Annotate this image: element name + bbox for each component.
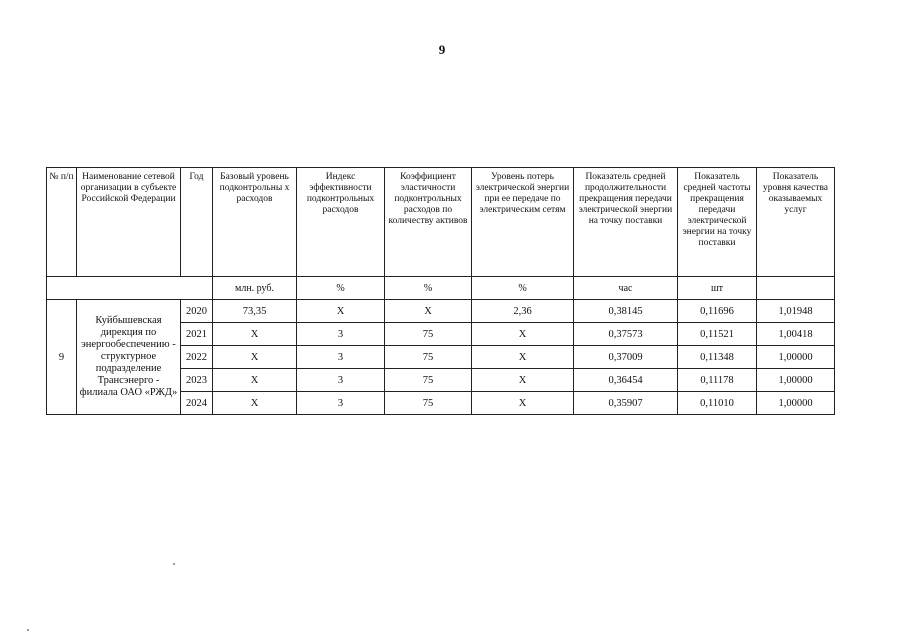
year-cell: 2024 <box>181 392 213 415</box>
coef-cell: Х <box>385 300 472 323</box>
base-cell: Х <box>213 369 297 392</box>
base-cell: Х <box>213 392 297 415</box>
coef-cell: 75 <box>385 392 472 415</box>
units-row <box>47 277 835 300</box>
year-cell: 2021 <box>181 323 213 346</box>
unit-base: млн. руб. <box>213 277 297 300</box>
duration-cell: 0,38145 <box>574 300 678 323</box>
losses-cell: Х <box>472 346 574 369</box>
frequency-cell: 0,11696 <box>678 300 757 323</box>
col-header-number: № п/п <box>47 168 77 277</box>
col-header-organization: Наименование сетевой организации в субъекте Российской Федерации <box>77 168 181 277</box>
quality-cell: 1,00418 <box>757 323 835 346</box>
year-cell: 2020 <box>181 300 213 323</box>
unit-index: % <box>297 277 385 300</box>
index-cell: 3 <box>297 369 385 392</box>
scan-speck <box>27 629 29 631</box>
duration-cell: 0,35907 <box>574 392 678 415</box>
page-number: 9 <box>438 42 446 57</box>
unit-quality <box>757 277 835 300</box>
duration-cell: 0,37009 <box>574 346 678 369</box>
col-header-frequency: Показатель средней частоты прекращения передачи электрической энергии на точку поставки <box>678 168 757 277</box>
quality-cell: 1,00000 <box>757 392 835 415</box>
col-header-efficiency-index: Индекс эффективности подконтрольных расходов <box>297 168 385 277</box>
col-header-year: Год <box>181 168 213 277</box>
organization-cell: Куйбышевская дирекция по энергообеспечению - структурное подразделение Трансэнерго - филиала ОАО «РЖД» <box>77 300 181 415</box>
duration-cell: 0,36454 <box>574 369 678 392</box>
quality-cell: 1,00000 <box>757 369 835 392</box>
index-cell: 3 <box>297 323 385 346</box>
losses-cell: Х <box>472 392 574 415</box>
losses-cell: Х <box>472 323 574 346</box>
tariff-table <box>46 167 835 415</box>
coef-cell: 75 <box>385 369 472 392</box>
unit-frequency: шт <box>678 277 757 300</box>
quality-cell: 1,01948 <box>757 300 835 323</box>
unit-duration: час <box>574 277 678 300</box>
base-cell: 73,35 <box>213 300 297 323</box>
row-number-cell: 9 <box>47 300 77 415</box>
coef-cell: 75 <box>385 346 472 369</box>
col-header-losses: Уровень потерь электрической энергии при ее передаче по электрическим сетям <box>472 168 574 277</box>
frequency-cell: 0,11178 <box>678 369 757 392</box>
col-header-base-costs: Базовый уровень подконтрольны х расходов <box>213 168 297 277</box>
losses-cell: 2,36 <box>472 300 574 323</box>
year-cell: 2022 <box>181 346 213 369</box>
table-row <box>47 300 835 323</box>
index-cell: 3 <box>297 392 385 415</box>
losses-cell: Х <box>472 369 574 392</box>
scan-speck <box>173 563 175 565</box>
units-merged-cell <box>47 277 213 300</box>
col-header-quality: Показатель уровня качества оказываемых услуг <box>757 168 835 277</box>
base-cell: Х <box>213 346 297 369</box>
frequency-cell: 0,11348 <box>678 346 757 369</box>
frequency-cell: 0,11010 <box>678 392 757 415</box>
index-cell: Х <box>297 300 385 323</box>
frequency-cell: 0,11521 <box>678 323 757 346</box>
header-row <box>47 168 835 277</box>
coef-cell: 75 <box>385 323 472 346</box>
quality-cell: 1,00000 <box>757 346 835 369</box>
base-cell: Х <box>213 323 297 346</box>
col-header-duration: Показатель средней продолжительности прекращения передачи электрической энергии на точку поставки <box>574 168 678 277</box>
year-cell: 2023 <box>181 369 213 392</box>
unit-coef: % <box>385 277 472 300</box>
duration-cell: 0,37573 <box>574 323 678 346</box>
index-cell: 3 <box>297 346 385 369</box>
unit-losses: % <box>472 277 574 300</box>
col-header-elasticity-coef: Коэффициент эластичности подконтрольных расходов по количеству активов <box>385 168 472 277</box>
